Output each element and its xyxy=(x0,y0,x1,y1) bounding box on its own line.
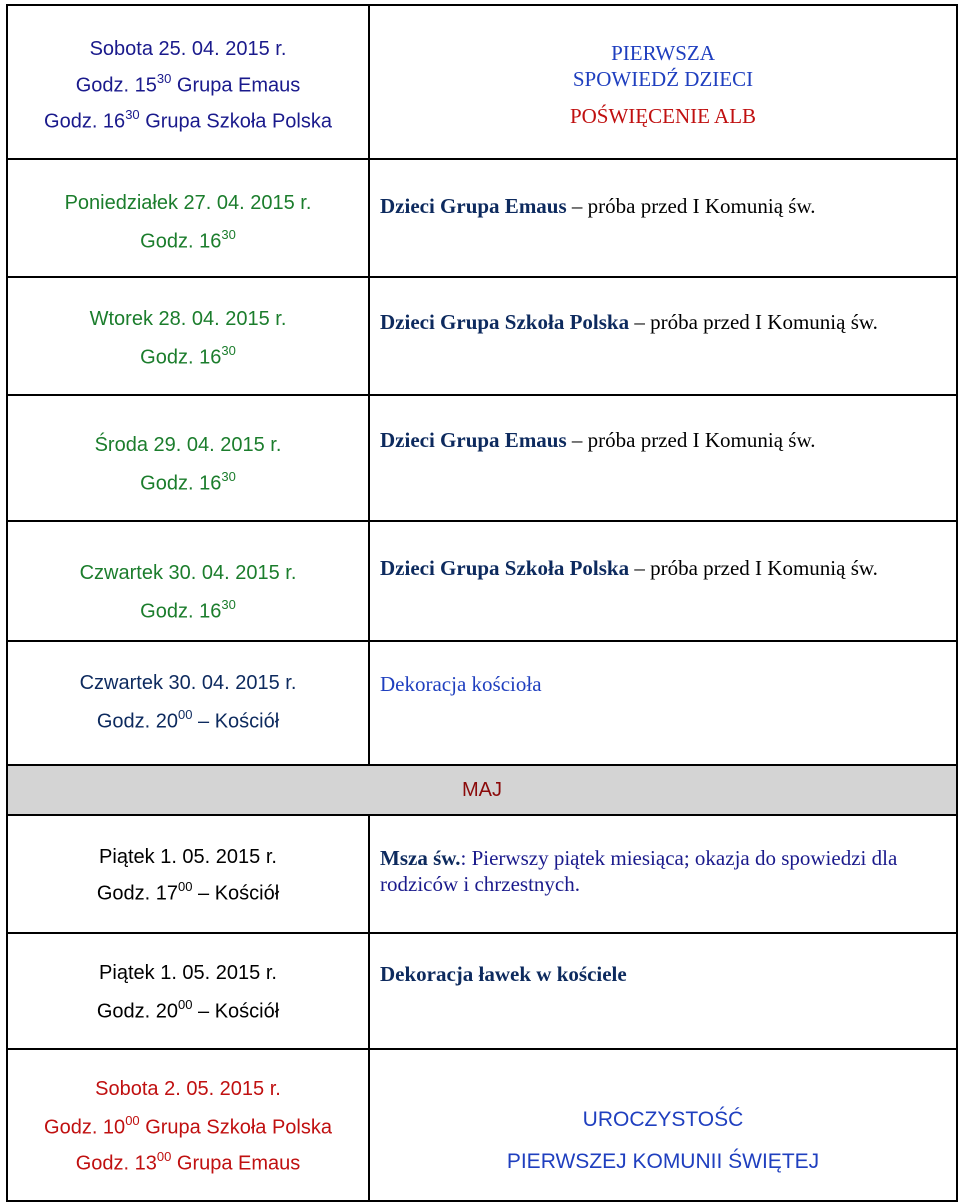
event-title: PIERWSZA xyxy=(611,41,715,65)
event-description: Dzieci Grupa Emaus – próba przed I Komunią św. xyxy=(380,194,816,218)
date-label: Czwartek 30. 04. 2015 r. xyxy=(79,672,297,694)
time-line: Godz. $16^{30}$ xyxy=(140,343,236,369)
event-description: Dzieci Grupa Szkoła Polska – próba przed I Komunią św. xyxy=(380,310,878,334)
time-line: Godz. $20^{00}$ – Kościół xyxy=(96,997,280,1023)
time-line: Godz. $13^{00}$ Grupa Emaus xyxy=(75,1149,301,1175)
event-cell xyxy=(370,160,956,276)
table-row xyxy=(8,396,956,522)
event-cell xyxy=(370,522,956,640)
table-row xyxy=(8,816,956,934)
event-cell xyxy=(370,1050,956,1200)
date-cell xyxy=(8,934,370,1048)
time-line: Godz. $16^{30}$ xyxy=(140,597,236,623)
date-cell xyxy=(8,642,370,764)
table-row xyxy=(8,934,956,1050)
event-cell xyxy=(370,6,956,158)
event-description: Dekoracja kościoła xyxy=(380,672,542,696)
date-label: Sobota 2. 05. 2015 r. xyxy=(95,1078,281,1100)
event-title: UROCZYSTOŚĆ xyxy=(582,1108,744,1131)
table-row xyxy=(8,1050,956,1200)
time-line: Godz. $16^{30}$ xyxy=(140,469,236,495)
event-cell xyxy=(370,934,956,1048)
date-cell xyxy=(8,1050,370,1200)
time-line: Godz. $15^{30}$ Grupa Emaus xyxy=(75,71,301,97)
event-description-cont: rodziców i chrzestnych. xyxy=(380,872,581,896)
time-line: Godz. $17^{00}$ – Kościół xyxy=(96,879,280,905)
time-line: Godz. $20^{00}$ – Kościół xyxy=(96,707,280,733)
date-cell xyxy=(8,278,370,394)
month-header xyxy=(8,766,956,816)
date-label: Wtorek 28. 04. 2015 r. xyxy=(89,308,287,330)
schedule-table xyxy=(6,4,958,1202)
time-line: Godz. $10^{00}$ Grupa Szkoła Polska xyxy=(44,1113,332,1139)
date-cell xyxy=(8,6,370,158)
event-subtitle: POŚWIĘCENIE ALB xyxy=(569,104,757,128)
date-cell xyxy=(8,522,370,640)
table-row xyxy=(8,278,956,396)
date-label: Piątek 1. 05. 2015 r. xyxy=(99,962,277,984)
event-description: Dekoracja ławek w kościele xyxy=(380,962,627,986)
event-description: Dzieci Grupa Szkoła Polska – próba przed I Komunią św. xyxy=(380,556,878,580)
event-cell xyxy=(370,396,956,520)
date-cell xyxy=(8,160,370,276)
event-title: PIERWSZEJ KOMUNII ŚWIĘTEJ xyxy=(506,1150,820,1173)
event-title: SPOWIEDŹ DZIECI xyxy=(572,67,754,91)
table-row xyxy=(8,642,956,766)
table-row xyxy=(8,160,956,278)
event-description: Dzieci Grupa Emaus – próba przed I Komunią św. xyxy=(380,428,816,452)
date-label: Czwartek 30. 04. 2015 r. xyxy=(79,562,297,584)
event-description: Msza św.: Pierwszy piątek miesiąca; okazja do spowiedzi dla xyxy=(380,846,898,870)
date-label: Środa 29. 04. 2015 r. xyxy=(94,434,282,456)
table-row xyxy=(8,6,956,160)
month-label: MAJ xyxy=(462,779,502,801)
date-label: Poniedziałek 27. 04. 2015 r. xyxy=(64,192,312,214)
event-cell xyxy=(370,642,956,764)
date-cell xyxy=(8,396,370,520)
time-line: Godz. $16^{30}$ Grupa Szkoła Polska xyxy=(44,107,332,133)
event-cell xyxy=(370,278,956,394)
date-cell xyxy=(8,816,370,932)
table-row xyxy=(8,522,956,642)
time-line: Godz. $16^{30}$ xyxy=(140,227,236,253)
date-label: Sobota 25. 04. 2015 r. xyxy=(89,38,287,60)
event-cell xyxy=(370,816,956,932)
date-label: Piątek 1. 05. 2015 r. xyxy=(99,846,277,868)
